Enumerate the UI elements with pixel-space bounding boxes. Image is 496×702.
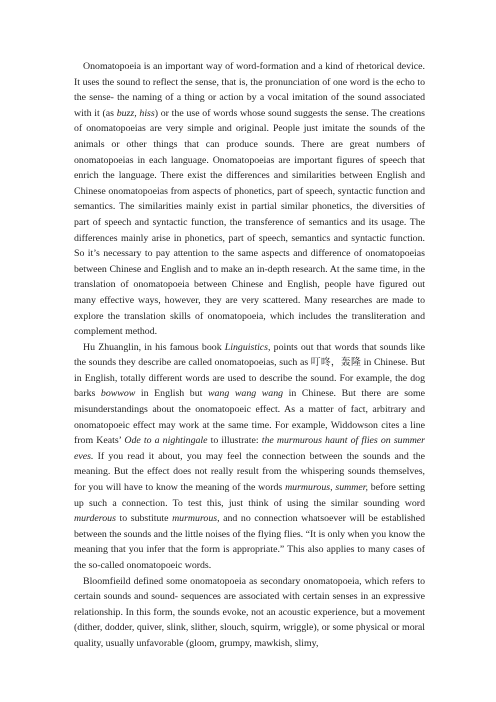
italic-term: Linguistics: [224, 341, 269, 353]
italic-term: buzz, hiss: [116, 107, 155, 119]
text-run: in Chinese. But there are some misunderstandings about the onomatopoeic effect. As a matter of fact, arbitrary and onomatopoeic effect may work at the same time. For example, Widdowson cites a line from Keats’: [74, 388, 425, 447]
document-page: [74, 59, 425, 652]
paragraph-2: [74, 340, 425, 574]
text-run: before setting up such a connection. To test this, just think of using the similar sounding word: [74, 482, 425, 509]
italic-term: Ode to a nightingale: [124, 435, 208, 447]
text-run: , and no connection whatsoever will be established between the sounds and the little noises of the flying flies. “It is only when you know the meaning that you infer that the form is appropriate.” This also applies to many cases of the so-called onomatopoeic words.: [74, 513, 425, 571]
text-run: Bloomfieild defined some onomatopoeia as secondary onomatopoeia, which refers to certain sounds and sound- sequences are associated with certain senses in an expressive relationship. In this form, the sounds evoke, not an acoustic experience, but a movement (dither, dodder, quiver, slink, slither, slouch, squirm, wriggle), or some physical or moral quality, usually unfavorable (gloom, grumpy, mawkish, slimy,: [74, 575, 425, 649]
text-run: to illustrate:: [207, 435, 262, 447]
text-run: Hu Zhuanglin, in his famous book: [83, 341, 225, 353]
text-run: Onomatopoeia is an important way of word-formation and a kind of rhetorical device. It uses the sound to reflect the sense, that is, the pronunciation of one word is the echo to the sense- the naming of a thing or action by a vocal imitation of the sound associated with it (as: [74, 61, 425, 119]
italic-term: wang wang wang: [207, 388, 284, 400]
paragraph-3: [74, 574, 425, 652]
italic-term: murderous: [74, 513, 116, 525]
text-run: in English but: [135, 388, 208, 400]
italic-term: murmurous, summer,: [285, 482, 368, 494]
text-run: to substitute: [115, 513, 173, 525]
italic-term: murmurous: [172, 513, 218, 525]
paragraph-1: [74, 59, 425, 340]
italic-term: the murmurous haunt of flies on summer eves.: [74, 435, 426, 462]
italic-term: bowwow: [100, 388, 136, 400]
text-run: ) or the use of words whose sound suggests the sense. The creations of onomatopoeias are very simple and original. People just imitate the sounds of the animals or other things that can produce sounds. There are great numbers of onomatopoeias in each language. Onomatopoeias are important figures of speech that enrich the language. There exist the differences and similarities between English and Chinese onomatopoeias from aspects of phonetics, part of speech, syntactic function and semantics. The similarities mainly exist in partial similar phonetics, the diversities of part of speech and syntactic function, the transference of semantics and its usage. The differences mainly arise in phonetics, part of speech, semantics and syntactic function. So it’s necessary to pay attention to the same aspects and difference of onomatopoeias between Chinese and English and to make an in-depth research. At the same time, in the translation of onomatopoeia between Chinese and English, people have figured out many effective ways, however, they are very scattered. Many researches are made to explore the translation skills of onomatopoeia, which includes the transliteration and complement method.: [74, 107, 425, 338]
text-run: , points out that words that sounds like the sounds they describe are called onomatopoeias, such as 叮咚，轰隆 in Chinese. But in English, totally different words are used to describe the sound. For example, the dog barks: [74, 341, 426, 400]
text-run: If you read it about, you may feel the connection between the sounds and the meaning. But the effect does not really result from the whispering sounds themselves, for you will have to know the meaning of the words: [74, 450, 425, 494]
